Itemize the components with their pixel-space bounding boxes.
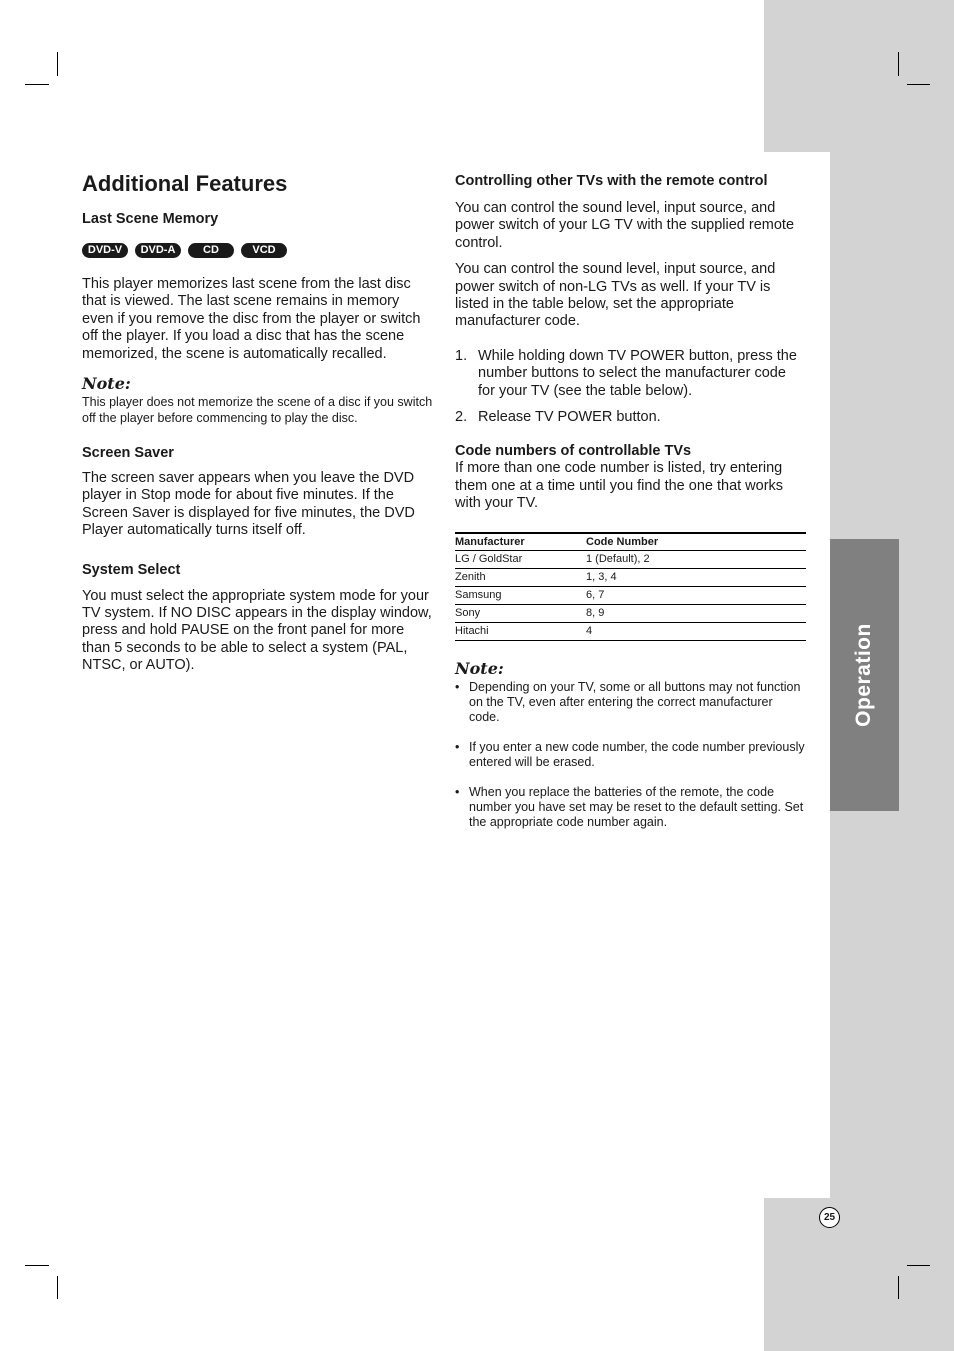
tv-control-para-non-lg: You can control the sound level, input source, and power switch of non-LG TVs as well. If your TV is listed in the table below, set the appropriate manufacturer code. [455,261,776,330]
table-row [455,586,806,604]
sidebar-top-panel [764,0,954,152]
crop-mark [898,52,899,76]
screen-saver-heading: Screen Saver [82,445,174,462]
cell-manufacturer: Zenith [455,568,586,586]
bullet-icon: • [455,679,460,694]
table-row [455,604,806,622]
tv-note-title: Note: [455,658,504,678]
cell-manufacturer: Sony [455,604,586,622]
table-row [455,622,806,640]
tv-control-heading: Controlling other TVs with the remote control [455,173,768,189]
codes-intro: If more than one code number is listed, try entering them one at a time until you find the one that works with your TV. [455,460,784,512]
note-text: If you enter a new code number, the code number previously entered will be erased. [469,739,805,769]
cell-manufacturer: Samsung [455,586,586,604]
list-item [455,785,806,830]
cell-manufacturer: LG / GoldStar [455,550,586,568]
cell-code: 6, 7 [586,586,806,604]
section-tab-label: Operation [852,623,875,727]
left-column [82,168,434,675]
system-select-heading: System Select [82,561,181,578]
step-item [455,348,806,400]
header-code-number: Code Number [586,533,806,551]
right-column [455,172,806,845]
last-scene-heading: Last Scene Memory [82,211,219,227]
step-item [455,409,806,426]
last-scene-body: This player memorizes last scene from the last disc that is viewed. The last scene remains in memory even if you remove the disc from the player or switch off the player. If you load a disc that has the scene memorized, the scene is automatically recalled. [82,276,421,362]
last-scene-note-text: This player does not memorize the scene of a disc if you switch off the player before commencing to play the disc. [82,395,433,426]
cell-code: 4 [586,622,806,640]
codes-heading: Code numbers of controllable TVs [455,443,692,460]
cell-code: 1 (Default), 2 [586,550,806,568]
crop-mark [907,84,930,85]
disc-badges [82,243,434,258]
disc-badge-vcd: VCD [241,243,287,258]
system-select-body: You must select the appropriate system mode for your TV system. If NO DISC appears in the display window, press and hold PAUSE on the front panel for more than 5 seconds to be able to select a system (PAL, NTSC, or AUTO). [82,587,432,674]
table-header-row [455,533,806,551]
tv-codes-table [455,532,806,641]
sidebar-bottom-panel [764,1198,954,1351]
cell-code: 8, 9 [586,604,806,622]
crop-mark [25,1265,49,1266]
disc-badge-cd: CD [188,243,234,258]
tv-control-para-lg: You can control the sound level, input source, and power switch of your LG TV with the supplied remote control. [455,200,795,251]
tv-code-steps [455,348,806,427]
crop-mark [57,52,58,76]
table-row [455,550,806,568]
disc-badge-dvd-a: DVD-A [135,243,181,258]
header-manufacturer: Manufacturer [455,533,586,551]
page-title: Additional Features [82,171,288,196]
step-number: 1. [455,347,468,364]
step-number: 2. [455,409,468,426]
last-scene-note-title: Note: [82,374,131,394]
screen-saver-body: The screen saver appears when you leave the DVD player in Stop mode for about five minutes. If the Screen Saver is displayed for five minutes, the DVD Player automatically turns itself off. [82,470,415,539]
crop-mark [907,1265,930,1266]
list-item [455,740,806,770]
note-text: Depending on your TV, some or all buttons may not function on the TV, even after entering the correct manufacturer code. [469,679,801,724]
bullet-icon: • [455,784,460,799]
disc-badge-dvd-v: DVD-V [82,243,128,258]
tv-notes-list [455,680,806,830]
step-text: Release TV POWER button. [478,409,661,426]
cell-code: 1, 3, 4 [586,568,806,586]
list-item [455,680,806,725]
crop-mark [898,1276,899,1299]
table-row [455,568,806,586]
cell-manufacturer: Hitachi [455,622,586,640]
page-number: 25 [819,1207,840,1228]
crop-mark [25,84,49,85]
crop-mark [57,1276,58,1299]
note-text: When you replace the batteries of the remote, the code number you have set may be reset to the default setting. Set the appropriate code number again. [469,784,804,829]
bullet-icon: • [455,739,460,754]
step-text: While holding down TV POWER button, press the number buttons to select the manufacturer code for your TV (see the table below). [478,347,797,399]
